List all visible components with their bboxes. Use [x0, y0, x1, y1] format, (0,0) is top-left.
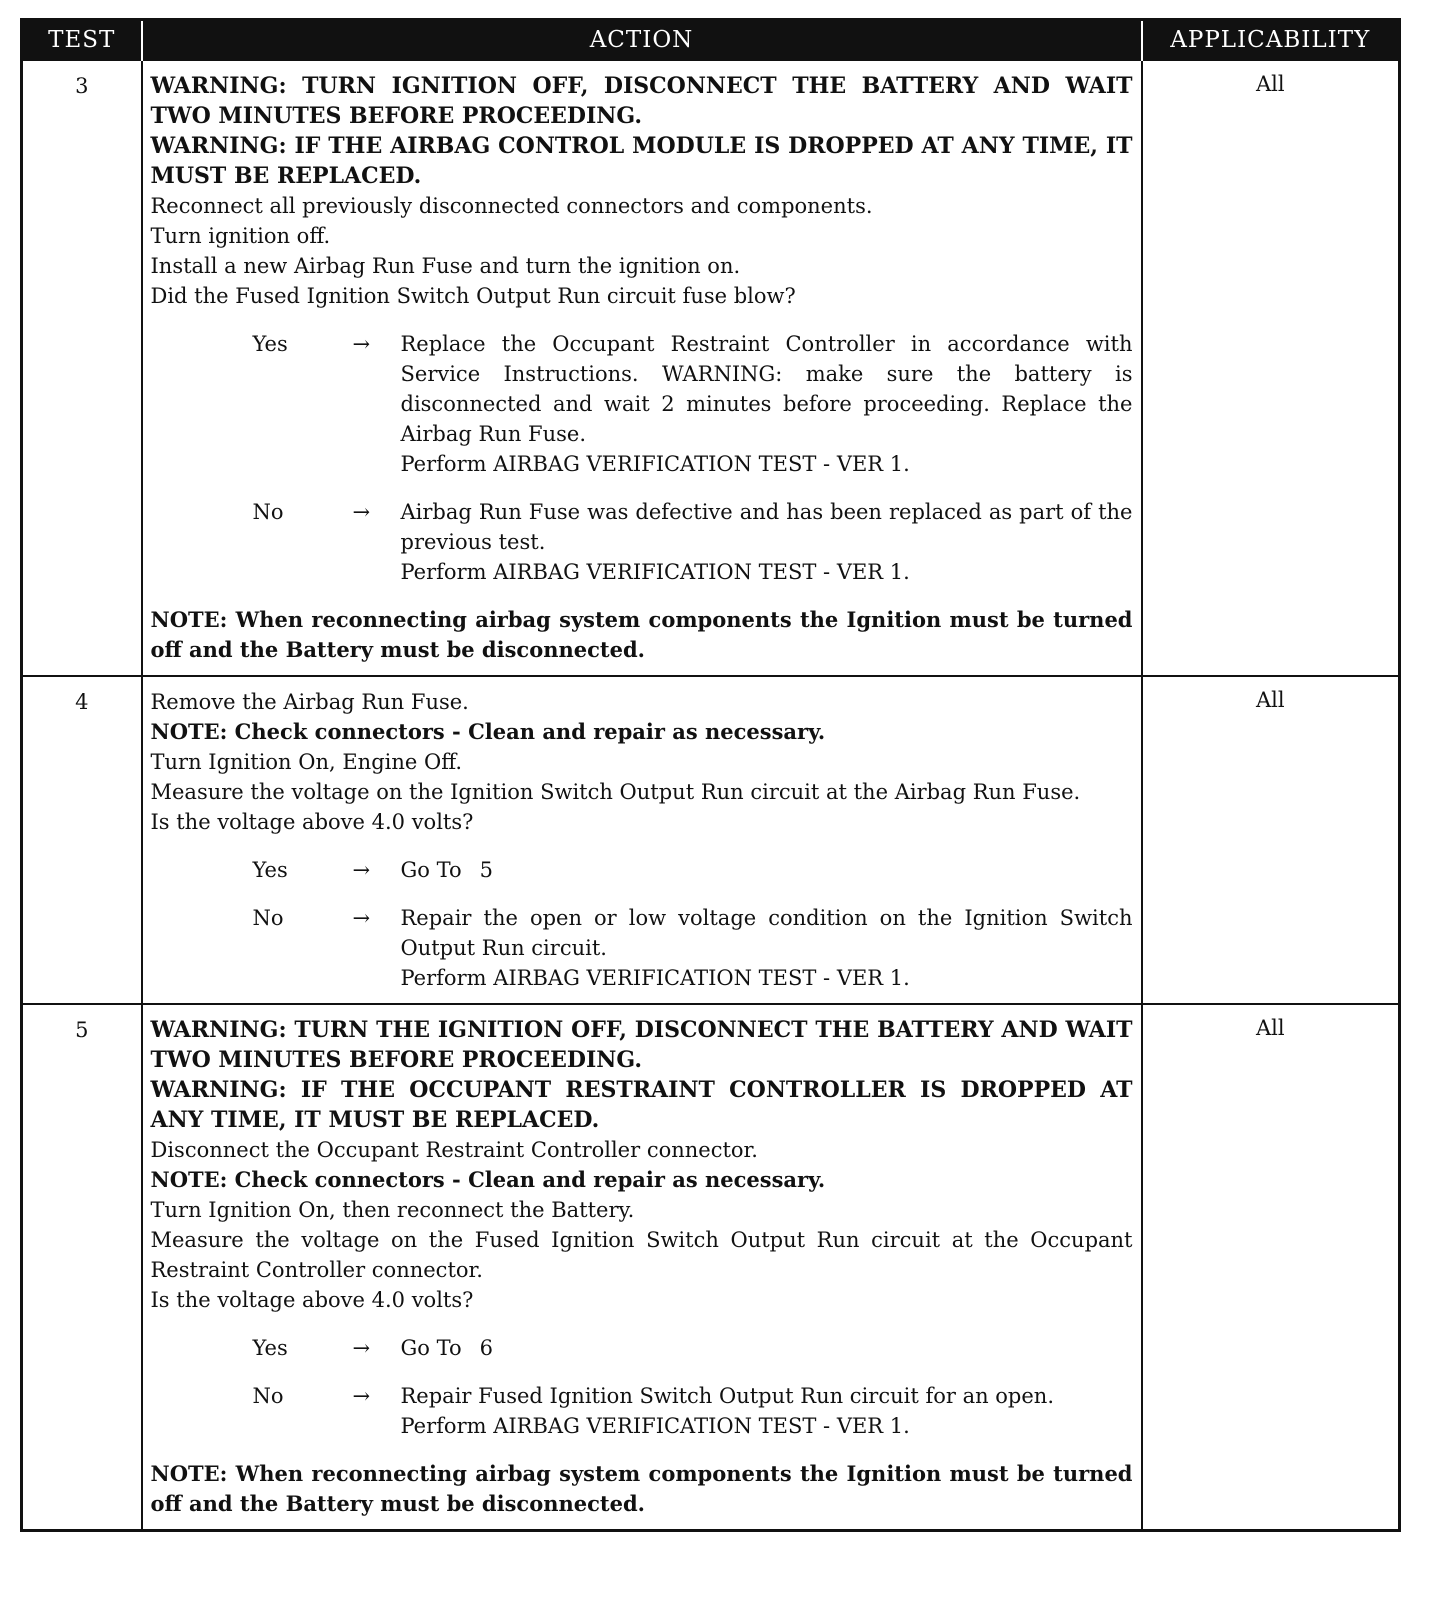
action-cell	[142, 676, 1142, 1004]
no-action-text: Repair Fused Ignition Switch Output Run circuit for an open.	[400, 1384, 1055, 1408]
warning-text: WARNING: IF THE AIRBAG CONTROL MODULE IS DROPPED AT ANY TIME, IT MUST BE REPLACED.	[150, 133, 1133, 189]
header-test: TEST	[22, 20, 142, 61]
arrow-right-icon: →	[352, 858, 371, 882]
goto-text: Go To	[400, 858, 462, 882]
diagnostic-test-table	[20, 18, 1401, 1532]
arrow-right-icon: →	[352, 500, 371, 524]
applicability-value: All	[1142, 1004, 1400, 1531]
yes-label: Yes	[252, 332, 288, 356]
action-cell	[142, 60, 1142, 676]
goto-test-link[interactable]: 5	[479, 858, 493, 882]
perform-text: Perform AIRBAG VERIFICATION TEST - VER 1.	[400, 1414, 910, 1438]
goto-test-link[interactable]: 6	[479, 1336, 493, 1360]
test-number: 4	[22, 676, 142, 1004]
step-text: Measure the voltage on the Fused Ignition Switch Output Run circuit at the Occupant Restraint Controller connector.	[150, 1228, 1133, 1282]
step-text: Did the Fused Ignition Switch Output Run circuit fuse blow?	[150, 284, 796, 308]
test-number: 5	[22, 1004, 142, 1531]
yes-action-text: Replace the Occupant Restraint Controller in accordance with Service Instructions. WARNING: make sure the battery is disconnected and wait 2 minutes before proceeding. Replace the Airbag Run Fuse.	[400, 332, 1133, 446]
note-text: NOTE: Check connectors - Clean and repair as necessary.	[150, 1167, 826, 1192]
yes-branch	[151, 855, 1133, 885]
step-text: Turn ignition off.	[150, 224, 331, 248]
perform-text: Perform AIRBAG VERIFICATION TEST - VER 1.	[400, 560, 910, 584]
applicability-value: All	[1142, 676, 1400, 1004]
note-text: NOTE: Check connectors - Clean and repair as necessary.	[150, 719, 826, 744]
goto-text: Go To	[400, 1336, 462, 1360]
yes-label: Yes	[252, 858, 288, 882]
action-cell	[142, 1004, 1142, 1531]
step-text: Disconnect the Occupant Restraint Controller connector.	[150, 1138, 758, 1162]
no-branch	[151, 903, 1133, 993]
arrow-right-icon: →	[352, 1336, 371, 1360]
yes-branch	[151, 1333, 1133, 1363]
no-label: No	[252, 906, 284, 930]
header-applicability: APPLICABILITY	[1142, 20, 1400, 61]
step-text: Measure the voltage on the Ignition Switch Output Run circuit at the Airbag Run Fuse.	[150, 780, 1081, 804]
no-action-text: Repair the open or low voltage condition on the Ignition Switch Output Run circuit.	[400, 906, 1133, 960]
test-row-3	[22, 60, 1400, 676]
test-row-5	[22, 1004, 1400, 1531]
warning-text: WARNING: IF THE OCCUPANT RESTRAINT CONTROLLER IS DROPPED AT ANY TIME, IT MUST BE REPLACED.	[150, 1077, 1133, 1133]
test-number: 3	[22, 60, 142, 676]
note-text: NOTE: When reconnecting airbag system components the Ignition must be turned off and the Battery must be disconnected.	[150, 1461, 1133, 1516]
header-action: ACTION	[142, 20, 1142, 61]
yes-label: Yes	[252, 1336, 288, 1360]
step-text: Install a new Airbag Run Fuse and turn the ignition on.	[150, 254, 741, 278]
no-branch	[151, 1381, 1133, 1441]
step-text: Is the voltage above 4.0 volts?	[150, 1288, 474, 1312]
arrow-right-icon: →	[352, 906, 371, 930]
perform-text: Perform AIRBAG VERIFICATION TEST - VER 1.	[400, 966, 910, 990]
applicability-value: All	[1142, 60, 1400, 676]
perform-text: Perform AIRBAG VERIFICATION TEST - VER 1.	[400, 452, 910, 476]
arrow-right-icon: →	[352, 332, 371, 356]
warning-text: WARNING: TURN IGNITION OFF, DISCONNECT THE BATTERY AND WAIT TWO MINUTES BEFORE PROCEEDING.	[150, 73, 1133, 129]
warning-text: WARNING: TURN THE IGNITION OFF, DISCONNECT THE BATTERY AND WAIT TWO MINUTES BEFORE PROCEEDING.	[150, 1017, 1133, 1073]
no-label: No	[252, 500, 284, 524]
step-text: Remove the Airbag Run Fuse.	[150, 690, 469, 714]
arrow-right-icon: →	[352, 1384, 371, 1408]
table-header-row	[22, 20, 1400, 61]
step-text: Turn Ignition On, Engine Off.	[150, 750, 463, 774]
step-text: Turn Ignition On, then reconnect the Battery.	[150, 1198, 635, 1222]
note-text: NOTE: When reconnecting airbag system components the Ignition must be turned off and the Battery must be disconnected.	[150, 607, 1133, 662]
step-text: Reconnect all previously disconnected connectors and components.	[150, 194, 873, 218]
no-label: No	[252, 1384, 284, 1408]
test-row-4	[22, 676, 1400, 1004]
no-branch	[151, 497, 1133, 587]
no-action-text: Airbag Run Fuse was defective and has been replaced as part of the previous test.	[400, 500, 1133, 554]
step-text: Is the voltage above 4.0 volts?	[150, 810, 474, 834]
yes-branch	[151, 329, 1133, 479]
